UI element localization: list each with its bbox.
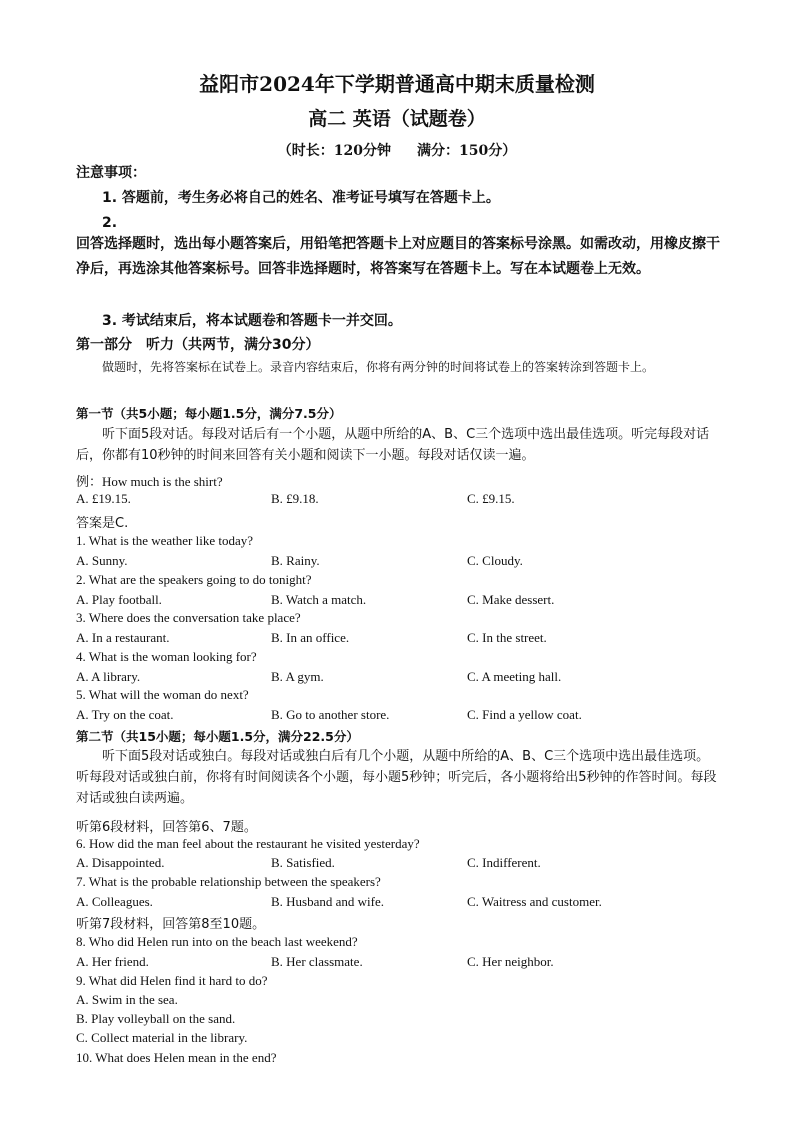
q2-option-c: C. Make dessert. [467, 592, 555, 607]
q5-option-b: B. Go to another store. [271, 707, 390, 722]
notes-item-2-number: 2. [102, 215, 118, 231]
q7-option-c: C. Waitress and customer. [467, 894, 602, 909]
exam-duration-score [0, 140, 794, 160]
q1-option-b: B. Rainy. [271, 553, 320, 568]
q6-option-a: A. Disappointed. [76, 855, 165, 870]
question-1: 1. What is the weather like today? [76, 533, 254, 548]
exam-full-score: 满分：150分） [417, 143, 517, 159]
question-9: 9. What did Helen find it hard to do? [76, 973, 268, 988]
q8-option-a: A. Her friend. [76, 954, 149, 969]
exam-subtitle: 高二 英语（试题卷） [308, 108, 486, 130]
q7-option-b: B. Husband and wife. [271, 894, 385, 909]
q4-option-b: B. A gym. [271, 669, 324, 684]
q2-option-a: A. Play football. [76, 592, 162, 607]
q7-option-a: A. Colleagues. [76, 894, 153, 909]
notes-item-3: 3. 考试结束后，将本试题卷和答题卡一并交回。 [102, 313, 402, 329]
q6-option-c: C. Indifferent. [467, 855, 541, 870]
question-2: 2. What are the speakers going to do tonight? [76, 572, 312, 587]
q8-option-b: B. Her classmate. [271, 954, 363, 969]
q8-option-c: C. Her neighbor. [467, 954, 554, 969]
q5-option-c: C. Find a yellow coat. [467, 707, 582, 722]
q9-option-a: A. Swim in the sea. [76, 992, 178, 1007]
example-option-b: B. £9.18. [271, 491, 319, 506]
q5-option-a: A. Try on the coat. [76, 707, 174, 722]
part1-heading: 第一部分 听力（共两节，满分30分） [76, 337, 320, 353]
question-4: 4. What is the woman looking for? [76, 649, 257, 664]
material-6-label: 听第6段材料，回答第6、7题。 [76, 820, 257, 835]
q4-option-a: A. A library. [76, 669, 141, 684]
exam-duration: （时长：120分钟 [277, 143, 391, 159]
example-option-a: A. £19.15. [76, 491, 131, 506]
q1-option-a: A. Sunny. [76, 553, 128, 568]
notes-item-2-text: 回答选择题时，选出每小题答案后，用铅笔把答题卡上对应题目的答案标号涂黑。如需改动，用橡皮擦干净后，再选涂其他答案标号。回答非选择题时，将答案写在答题卡上。写在本试题卷上无效。 [76, 236, 720, 277]
question-7: 7. What is the probable relationship between the speakers? [76, 874, 381, 889]
notes-item-1: 1. 答题前，考生务必将自己的姓名、准考证号填写在答题卡上。 [102, 190, 500, 206]
q3-option-a: A. In a restaurant. [76, 630, 170, 645]
q1-option-c: C. Cloudy. [467, 553, 523, 568]
q3-option-c: C. In the street. [467, 630, 547, 645]
section1-instructions: 听下面5段对话。每段对话后有一个小题，从题中所给的A、B、C三个选项中选出最佳选项。听完每段对话后，你都有10秒钟的时间来回答有关小题和阅读下一小题。每段对话仅读一遍。 [76, 427, 710, 463]
example-answer: 答案是C. [76, 516, 129, 531]
q3-option-b: B. In an office. [271, 630, 350, 645]
question-6: 6. How did the man feel about the restaurant he visited yesterday? [76, 836, 420, 851]
question-3: 3. Where does the conversation take place? [76, 610, 301, 625]
section2-heading: 第二节（共15小题；每小题1.5分，满分22.5分） [76, 729, 359, 744]
section2-instructions: 听下面5段对话或独白。每段对话或独白后有几个小题，从题中所给的A、B、C三个选项中选出最佳选项。听每段对话或独白前，你将有时间阅读各个小题，每小题5秒钟；听完后，各小题将给出5秒钟的作答时间。每段对话或独白读两遍。 [76, 749, 717, 806]
notes-heading: 注意事项： [76, 165, 146, 181]
part1-intro: 做题时，先将答案标在试卷上。录音内容结束后，你将有两分钟的时间将试卷上的答案转涂到答题卡上。 [102, 360, 655, 374]
question-10: 10. What does Helen mean in the end? [76, 1050, 277, 1065]
example-option-c: C. £9.15. [467, 491, 515, 506]
q6-option-b: B. Satisfied. [271, 855, 335, 870]
q9-option-b: B. Play volleyball on the sand. [76, 1011, 236, 1026]
material-7-label: 听第7段材料，回答第8至10题。 [76, 917, 266, 932]
q4-option-c: C. A meeting hall. [467, 669, 562, 684]
exam-title: 益阳市2024年下学期普通高中期末质量检测 [199, 72, 595, 96]
question-5: 5. What will the woman do next? [76, 687, 249, 702]
section1-heading: 第一节（共5小题；每小题1.5分，满分7.5分） [76, 406, 342, 421]
q2-option-b: B. Watch a match. [271, 592, 367, 607]
q9-option-c: C. Collect material in the library. [76, 1030, 248, 1045]
question-8: 8. Who did Helen run into on the beach last weekend? [76, 934, 358, 949]
example-question: 例：How much is the shirt? [76, 474, 223, 489]
